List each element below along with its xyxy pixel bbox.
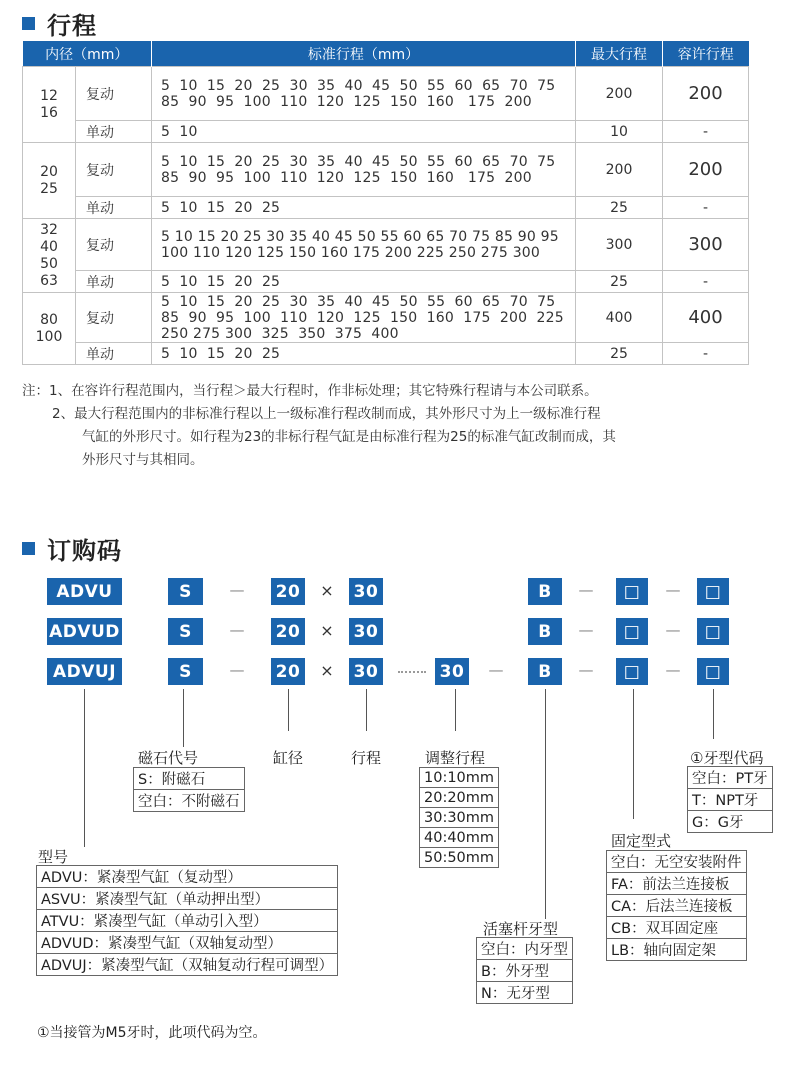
- piston-option: B：外牙型: [477, 960, 573, 982]
- adjust-option: 30:30mm: [420, 808, 499, 828]
- thread-connector-line: [713, 689, 714, 739]
- stroke-code-box: 30: [349, 618, 383, 645]
- stroke-list-line: 100 110 120 125 150 160 175 200 225 250 275 300: [161, 244, 541, 261]
- header-max-stroke: 最大行程: [576, 41, 663, 67]
- action-type-cell: 复动: [76, 67, 152, 121]
- stroke-list-line: 5 10 15 20 25 30 35 40 45 50 55 60 65 70 75: [161, 77, 556, 94]
- header-standard-stroke: 标准行程（mm）: [152, 41, 576, 67]
- separator: —: [578, 661, 594, 679]
- mount-label: 固定型式: [611, 832, 672, 850]
- standard-stroke-cell: [152, 343, 576, 365]
- stroke-list-line: 5 10 15 20 25 30 35 40 45 50 55 60 65 70 75: [161, 293, 556, 310]
- action-type-cell: 单动: [76, 271, 152, 293]
- times-sign: ×: [320, 661, 334, 680]
- bore-connector-line: [288, 689, 289, 731]
- model-connector-line: [84, 689, 85, 847]
- bore-value: 20: [40, 163, 58, 180]
- model-option: ADVUD：紧凑型气缸（双轴复动型）: [37, 932, 338, 954]
- bore-code-box: 20: [271, 578, 305, 605]
- separator: —: [665, 661, 681, 679]
- bore-value: 80: [40, 311, 58, 328]
- model-label: 型号: [38, 848, 69, 866]
- stroke-list-line: 85 90 95 100 110 120 125 150 160 175 200: [161, 169, 532, 186]
- section-marker-icon: [22, 542, 35, 555]
- bore-value: 32: [40, 221, 58, 238]
- stroke-section-header: [22, 6, 97, 41]
- piston-code-box: B: [528, 578, 562, 605]
- piston-code-box: B: [528, 658, 562, 685]
- thread-label: ①牙型代码: [690, 749, 764, 767]
- max-stroke-cell: 25: [576, 343, 663, 365]
- order-section-title: 订购码: [47, 537, 122, 565]
- magnet-label: 磁石代号: [138, 749, 199, 767]
- action-type-cell: 单动: [76, 343, 152, 365]
- magnet-options: [133, 767, 245, 812]
- stroke-table-row: [23, 293, 749, 343]
- standard-stroke-cell: [152, 219, 576, 271]
- bore-value: 100: [35, 328, 63, 345]
- allow-stroke-cell: 200: [663, 67, 749, 121]
- adjust-options: [419, 767, 499, 868]
- standard-stroke-cell: [152, 143, 576, 197]
- section-marker-icon: [22, 17, 35, 30]
- header-allow-stroke: 容许行程: [663, 41, 749, 67]
- stroke-list-line: 85 90 95 100 110 120 125 150 160 175 200 225: [161, 309, 564, 326]
- bore-code-box: 20: [271, 618, 305, 645]
- thread-options: [687, 766, 773, 833]
- piston-connector-line: [545, 689, 546, 919]
- model-options: [36, 865, 338, 976]
- thread-code-box: □: [697, 658, 729, 685]
- adjust-connector-line: [455, 689, 456, 731]
- mount-options: [606, 850, 747, 961]
- magnet-code-box: S: [168, 578, 203, 605]
- action-type-cell: 复动: [76, 143, 152, 197]
- magnet-option: 空白：不附磁石: [134, 790, 245, 812]
- allow-stroke-cell: -: [663, 197, 749, 219]
- adjust-option: 10:10mm: [420, 768, 499, 788]
- stroke-list-line: 85 90 95 100 110 120 125 150 160 175 200: [161, 93, 532, 110]
- separator: —: [665, 581, 681, 599]
- magnet-code-box: S: [168, 618, 203, 645]
- piston-options: [476, 937, 573, 1004]
- footnote: ①当接管为M5牙时，此项代码为空。: [37, 1025, 267, 1041]
- notes: [22, 380, 616, 472]
- bore-cell: [23, 219, 76, 293]
- standard-stroke-cell: [152, 197, 576, 219]
- times-sign: ×: [320, 581, 334, 600]
- separator: —: [229, 621, 245, 639]
- separator: —: [488, 661, 504, 679]
- bore-code-box: 20: [271, 658, 305, 685]
- mount-option: FA：前法兰连接板: [607, 873, 747, 895]
- mount-option: CB：双耳固定座: [607, 917, 747, 939]
- stroke-code-box: 30: [349, 658, 383, 685]
- bore-cell: [23, 293, 76, 365]
- mount-code-box: □: [616, 578, 648, 605]
- model-code-box: ADVUJ: [47, 658, 122, 685]
- standard-stroke-cell: [152, 293, 576, 343]
- model-code-box: ADVUD: [47, 618, 122, 645]
- adjust-option: 40:40mm: [420, 828, 499, 848]
- max-stroke-cell: 10: [576, 121, 663, 143]
- bore-value: 40: [40, 238, 58, 255]
- bore-value: 25: [40, 180, 58, 197]
- mount-code-box: □: [616, 658, 648, 685]
- stroke-table-row: [23, 143, 749, 197]
- stroke-section-title: 行程: [47, 12, 97, 40]
- piston-option: 空白：内牙型: [477, 938, 573, 960]
- bore-value: 50: [40, 255, 58, 272]
- mount-option: LB：轴向固定架: [607, 939, 747, 961]
- stroke-list-line: 5 10 15 20 25 30 35 40 45 50 55 60 65 70 75 85 90 95: [161, 228, 559, 245]
- stroke-code-box: 30: [349, 578, 383, 605]
- stroke-table-row: [23, 271, 749, 293]
- adjust-option: 50:50mm: [420, 848, 499, 868]
- standard-stroke-cell: [152, 271, 576, 293]
- thread-code-box: □: [697, 618, 729, 645]
- stroke-list-line: 5 10: [161, 123, 198, 140]
- bore-label: 缸径: [273, 749, 304, 767]
- allow-stroke-cell: 200: [663, 143, 749, 197]
- times-sign: ×: [320, 621, 334, 640]
- separator: —: [578, 621, 594, 639]
- mount-option: CA：后法兰连接板: [607, 895, 747, 917]
- thread-code-box: □: [697, 578, 729, 605]
- stroke-table-row: [23, 343, 749, 365]
- stroke-table-header: [23, 41, 749, 67]
- separator: —: [578, 581, 594, 599]
- magnet-connector-line: [183, 689, 184, 747]
- separator: —: [229, 581, 245, 599]
- thread-option: 空白：PT牙: [688, 767, 773, 789]
- bore-cell: [23, 143, 76, 219]
- piston-label: 活塞杆牙型: [483, 920, 559, 938]
- max-stroke-cell: 200: [576, 143, 663, 197]
- bore-value: 16: [40, 104, 58, 121]
- magnet-code-box: S: [168, 658, 203, 685]
- thread-option: T：NPT牙: [688, 789, 773, 811]
- model-option: ATVU：紧凑型气缸（单动引入型）: [37, 910, 338, 932]
- standard-stroke-cell: [152, 67, 576, 121]
- adjust-code-box: 30: [435, 658, 469, 685]
- stroke-list-line: 5 10 15 20 25 30 35 40 45 50 55 60 65 70 75: [161, 153, 556, 170]
- allow-stroke-cell: 300: [663, 219, 749, 271]
- bore-cell: [23, 67, 76, 143]
- separator: —: [229, 661, 245, 679]
- max-stroke-cell: 25: [576, 271, 663, 293]
- adjust-label: 调整行程: [425, 749, 486, 767]
- max-stroke-cell: 300: [576, 219, 663, 271]
- max-stroke-cell: 25: [576, 197, 663, 219]
- action-type-cell: 复动: [76, 219, 152, 271]
- mount-option: 空白：无空安装附件: [607, 851, 747, 873]
- note-1: 注：1、在容许行程范围内，当行程＞最大行程时，作非标处理；其它特殊行程请与本公司联系。: [22, 383, 598, 399]
- stroke-list-line: 5 10 15 20 25: [161, 273, 281, 290]
- standard-stroke-cell: [152, 121, 576, 143]
- model-option: ADVUJ：紧凑型气缸（双轴复动行程可调型）: [37, 954, 338, 976]
- dotted-connector: [398, 671, 426, 673]
- order-section-header: [22, 531, 122, 566]
- stroke-connector-line: [366, 689, 367, 731]
- stroke-table-row: [23, 197, 749, 219]
- note-2-cont-2: 外形尺寸与其相同。: [82, 452, 204, 468]
- max-stroke-cell: 400: [576, 293, 663, 343]
- separator: —: [665, 621, 681, 639]
- max-stroke-cell: 200: [576, 67, 663, 121]
- model-code-box: ADVU: [47, 578, 122, 605]
- allow-stroke-cell: -: [663, 121, 749, 143]
- stroke-list-line: 5 10 15 20 25: [161, 199, 281, 216]
- stroke-list-line: 5 10 15 20 25: [161, 345, 281, 362]
- allow-stroke-cell: -: [663, 271, 749, 293]
- bore-value: 12: [40, 87, 58, 104]
- allow-stroke-cell: -: [663, 343, 749, 365]
- allow-stroke-cell: 400: [663, 293, 749, 343]
- model-option: ADVU：紧凑型气缸（复动型）: [37, 866, 338, 888]
- action-type-cell: 单动: [76, 197, 152, 219]
- stroke-table-row: [23, 67, 749, 121]
- action-type-cell: 单动: [76, 121, 152, 143]
- header-bore: 内径（mm）: [23, 41, 152, 67]
- stroke-list-line: 250 275 300 325 350 375 400: [161, 325, 399, 342]
- thread-option: G：G牙: [688, 811, 773, 833]
- model-option: ASVU：紧凑型气缸（单动押出型）: [37, 888, 338, 910]
- stroke-label: 行程: [351, 749, 382, 767]
- piston-option: N：无牙型: [477, 982, 573, 1004]
- piston-code-box: B: [528, 618, 562, 645]
- mount-code-box: □: [616, 618, 648, 645]
- note-2-cont: 气缸的外形尺寸。如行程为23的非标行程气缸是由标准行程为25的标准气缸改制而成，其: [82, 429, 616, 445]
- adjust-option: 20:20mm: [420, 788, 499, 808]
- action-type-cell: 复动: [76, 293, 152, 343]
- stroke-table-row: [23, 219, 749, 271]
- bore-value: 63: [40, 272, 58, 289]
- stroke-table-row: [23, 121, 749, 143]
- stroke-table: [22, 41, 749, 365]
- note-2: 2、最大行程范围内的非标准行程以上一级标准行程改制而成，其外形尺寸为上一级标准行程: [52, 406, 601, 422]
- magnet-option: S：附磁石: [134, 768, 245, 790]
- mount-connector-line: [633, 689, 634, 819]
